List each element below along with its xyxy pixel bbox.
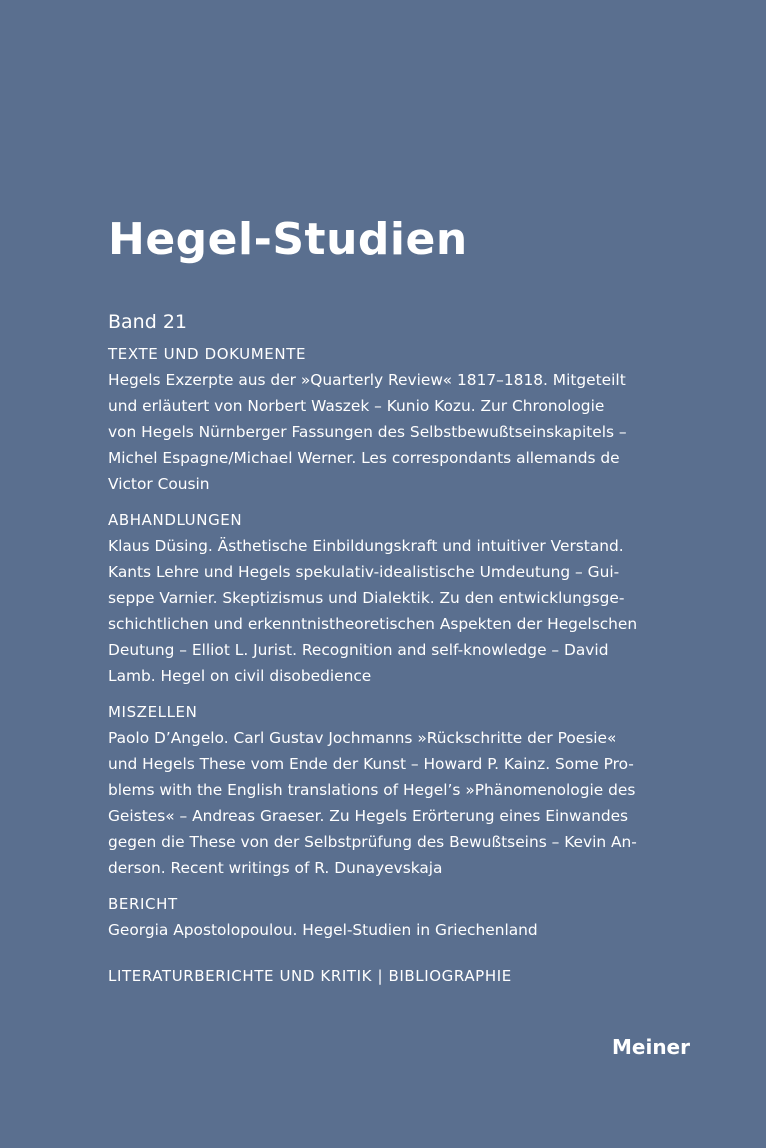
section-line: und erläutert von Norbert Waszek – Kunio Kozu. Zur Chronologie [108, 397, 605, 415]
section-body [108, 917, 648, 943]
section-line: Paolo D’Angelo. Carl Gustav Jochmanns »Rückschritte der Poesie« [108, 729, 617, 747]
section-line: Kants Lehre und Hegels spekulativ-idealistische Umdeutung – Gui- [108, 563, 620, 581]
section-line: blems with the English translations of Hegel’s »Phänomenologie des [108, 781, 636, 799]
section-line: gegen die These von der Selbstprüfung des Bewußtseins – Kevin An- [108, 833, 637, 851]
section-line: seppe Varnier. Skeptizismus und Dialektik. Zu den entwicklungsge- [108, 589, 625, 607]
book-title: Hegel-Studien [108, 214, 468, 265]
section-line: Georgia Apostolopoulou. Hegel-Studien in Griechenland [108, 921, 538, 939]
section-line: schichtlichen und erkenntnistheoretischen Aspekten der Hegelschen [108, 615, 638, 633]
footer-sections: LITERATURBERICHTE UND KRITIK | BIBLIOGRAPHIE [108, 967, 512, 985]
section-heading: ABHANDLUNGEN [108, 511, 243, 529]
section-abhandlungen [108, 507, 648, 689]
section-body [108, 533, 648, 689]
section-line: Lamb. Hegel on civil disobedience [108, 667, 372, 685]
section-line: Geistes« – Andreas Graeser. Zu Hegels Erörterung eines Einwandes [108, 807, 629, 825]
section-line: derson. Recent writings of R. Dunayevskaja [108, 859, 443, 877]
section-heading: BERICHT [108, 895, 178, 913]
section-line: Victor Cousin [108, 475, 210, 493]
section-bericht [108, 891, 648, 943]
section-line: von Hegels Nürnberger Fassungen des Selbstbewußtseinskapitels – [108, 423, 627, 441]
section-line: Deutung – Elliot L. Jurist. Recognition and self-knowledge – David [108, 641, 609, 659]
table-of-contents [108, 341, 648, 943]
publisher-logo: Meiner [612, 1035, 690, 1059]
section-line: Michel Espagne/Michael Werner. Les correspondants allemands de [108, 449, 620, 467]
section-body [108, 725, 648, 881]
section-heading: TEXTE UND DOKUMENTE [108, 345, 307, 363]
section-miszellen [108, 699, 648, 881]
section-texte-und-dokumente [108, 341, 648, 497]
section-line: Hegels Exzerpte aus der »Quarterly Review« 1817–1818. Mitgeteilt [108, 371, 626, 389]
volume-number: Band 21 [108, 311, 187, 333]
section-line: und Hegels These vom Ende der Kunst – Howard P. Kainz. Some Pro- [108, 755, 634, 773]
section-body [108, 367, 648, 497]
section-line: Klaus Düsing. Ästhetische Einbildungskraft und intuitiver Verstand. [108, 537, 624, 555]
section-heading: MISZELLEN [108, 703, 198, 721]
